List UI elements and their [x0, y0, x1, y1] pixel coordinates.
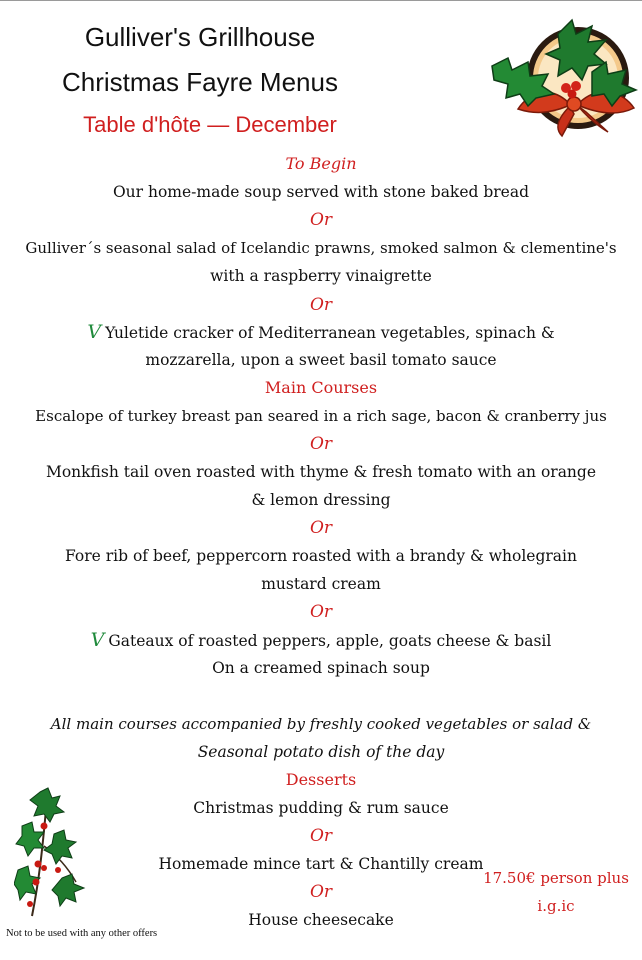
or-divider: Or — [309, 826, 333, 846]
starter-salad-line1: Gulliver´s seasonal salad of Icelandic prawns, smoked salmon & clementine's — [25, 239, 617, 257]
main-gateaux-line2: On a creamed spinach soup — [212, 659, 430, 677]
main-beef-line1: Fore rib of beef, peppercorn roasted with a brandy & wholegrain — [65, 547, 577, 565]
dessert-mince-tart: Homemade mince tart & Chantilly cream — [158, 855, 484, 873]
starter-cracker-line1: V Yuletide cracker of Mediterranean vegetables, spinach & — [87, 321, 555, 343]
menu-title: Christmas Fayre Menus — [62, 67, 338, 97]
starter-cracker-line2: mozzarella, upon a sweet basil tomato sauce — [145, 351, 497, 369]
menu-subtitle: Table d'hôte — December — [83, 112, 337, 137]
starter-salad-line2: with a raspberry vinaigrette — [210, 267, 432, 285]
mains-note-line1: All main courses accompanied by freshly cooked vegetables or salad & — [50, 715, 592, 733]
mains-note-line2: Seasonal potato dish of the day — [197, 743, 445, 761]
or-divider: Or — [309, 434, 333, 454]
or-divider: Or — [309, 210, 333, 230]
vegetarian-mark: V — [87, 321, 102, 343]
main-beef-line2: mustard cream — [261, 575, 381, 593]
main-monkfish-line2: & lemon dressing — [251, 491, 391, 509]
desserts-heading: Desserts — [285, 770, 357, 789]
starter-soup: Our home-made soup served with stone baked bread — [112, 183, 530, 201]
or-divider: Or — [309, 518, 333, 538]
holly-bow-icon — [488, 14, 640, 138]
vegetarian-mark: V — [90, 629, 105, 651]
starters-heading: To Begin — [285, 154, 357, 173]
price-line1: 17.50€ person plus — [483, 869, 629, 887]
dessert-pudding: Christmas pudding & rum sauce — [193, 799, 449, 817]
main-turkey: Escalope of turkey breast pan seared in a rich sage, bacon & cranberry jus — [35, 407, 607, 425]
dessert-cheesecake: House cheesecake — [248, 911, 394, 929]
price-line2: i.g.ic — [537, 897, 575, 915]
or-divider: Or — [309, 295, 333, 315]
mains-heading: Main Courses — [264, 378, 378, 397]
footnote: Not to be used with any other offers — [6, 928, 158, 939]
main-monkfish-line1: Monkfish tail oven roasted with thyme & fresh tomato with an orange — [45, 463, 597, 481]
main-gateaux-line1: V Gateaux of roasted peppers, apple, goats cheese & basil — [90, 629, 552, 651]
top-border — [0, 0, 642, 1]
or-divider: Or — [309, 882, 333, 902]
or-divider: Or — [309, 602, 333, 622]
holly-sprig-icon — [14, 786, 86, 920]
restaurant-name: Gulliver's Grillhouse — [84, 22, 316, 52]
